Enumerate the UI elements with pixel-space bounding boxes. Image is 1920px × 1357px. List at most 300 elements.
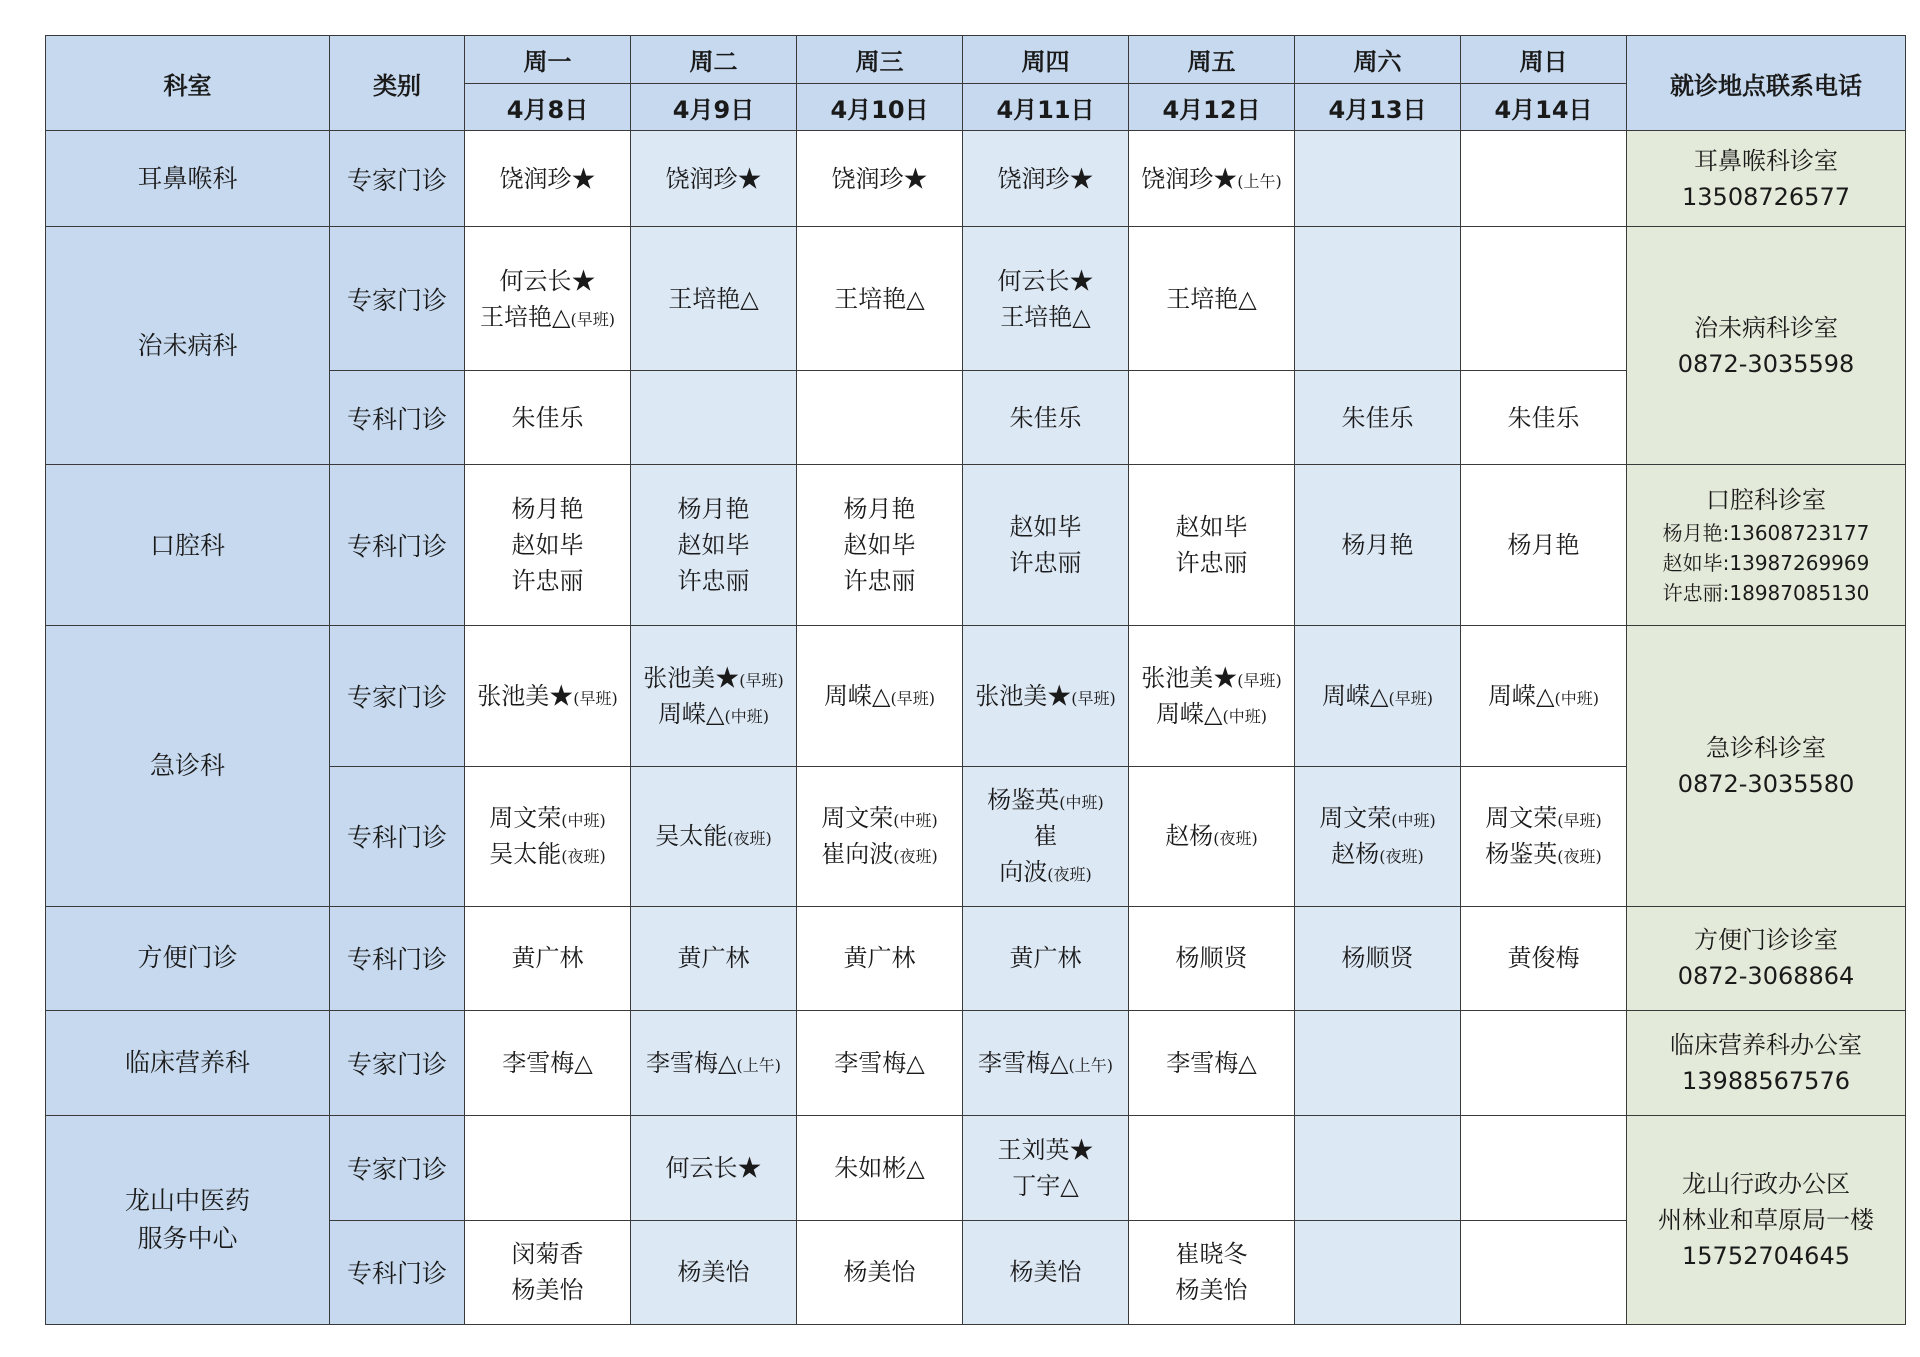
doctor-name: 朱如彬△	[834, 1153, 925, 1182]
contact-phone: 许忠丽:18987085130	[1662, 581, 1870, 606]
doctor-name: 杨美怡	[1009, 1258, 1082, 1287]
shift-note: (早班)	[1237, 670, 1282, 690]
shift-note: (中班)	[561, 811, 606, 831]
doctor-name: 杨顺贤	[1175, 944, 1248, 973]
doctor-entry	[965, 509, 1126, 545]
schedule-cell	[963, 1220, 1129, 1324]
schedule-cell	[1129, 1010, 1295, 1115]
doctor-name: 周文荣	[489, 804, 562, 833]
doctor-entry	[467, 800, 628, 836]
doctor-entry	[1131, 940, 1292, 976]
department-name: 龙山中医药	[124, 1186, 250, 1216]
department-name: 方便门诊	[137, 943, 238, 973]
schedule-cell	[465, 1010, 631, 1115]
department-cell	[46, 131, 330, 227]
department-name: 治未病科	[137, 330, 238, 360]
department-name: 急诊科	[149, 751, 225, 781]
doctor-entry	[1131, 509, 1292, 545]
weekday-header: 周六	[1295, 36, 1461, 84]
date-header: 4月14日	[1461, 84, 1627, 131]
contact-cell	[1627, 131, 1906, 227]
doctor-entry	[1297, 800, 1458, 836]
doctor-entry	[633, 161, 794, 197]
schedule-cell	[631, 626, 797, 766]
shift-note: (夜班)	[1379, 847, 1424, 867]
doctor-entry	[467, 1236, 628, 1272]
doctor-entry	[1131, 818, 1292, 854]
schedule-cell	[963, 131, 1129, 227]
schedule-cell	[797, 131, 963, 227]
department-cell	[46, 1115, 330, 1324]
schedule-cell	[797, 906, 963, 1010]
schedule-cell	[1295, 906, 1461, 1010]
doctor-entry	[1131, 545, 1292, 581]
doctor-entry	[1463, 678, 1624, 714]
doctor-name: 许忠丽	[511, 567, 584, 596]
contact-location: 急诊科诊室	[1706, 734, 1826, 762]
doctor-name: 吴太能	[655, 822, 728, 851]
schedule-cell	[631, 906, 797, 1010]
schedule-cell	[1129, 766, 1295, 906]
doctor-entry	[965, 161, 1126, 197]
doctor-entry	[1297, 678, 1458, 714]
doctor-name: 黄广林	[1009, 944, 1082, 973]
department-cell	[46, 906, 330, 1010]
doctor-entry	[965, 678, 1126, 714]
weekday-header: 周日	[1461, 36, 1627, 84]
contact-phone: 杨月艳:13608723177	[1662, 521, 1870, 546]
doctor-name: 杨鉴英	[1485, 840, 1558, 869]
weekday-header: 周一	[465, 36, 631, 84]
doctor-entry	[965, 1045, 1126, 1081]
contact-phone: 13988567576	[1682, 1066, 1850, 1095]
schedule-cell	[631, 371, 797, 465]
schedule-cell	[631, 227, 797, 371]
doctor-entry	[965, 400, 1126, 436]
schedule-cell	[1295, 131, 1461, 227]
doctor-name: 黄俊梅	[1507, 944, 1580, 973]
schedule-cell	[631, 1010, 797, 1115]
schedule-cell	[1295, 1220, 1461, 1324]
doctor-entry	[633, 563, 794, 599]
weekday-header: 周二	[631, 36, 797, 84]
doctor-name: 李雪梅△	[978, 1048, 1069, 1077]
doctor-entry	[1297, 400, 1458, 436]
doctor-name: 闵菊香	[511, 1240, 584, 1269]
schedule-cell	[1461, 1010, 1627, 1115]
date-header: 4月9日	[631, 84, 797, 131]
doctor-entry	[633, 940, 794, 976]
contact-cell	[1627, 626, 1906, 906]
doctor-name: 赵如毕	[1009, 513, 1082, 542]
schedule-cell	[631, 465, 797, 626]
contact-cell	[1627, 1010, 1906, 1115]
doctor-entry	[633, 491, 794, 527]
doctor-name: 杨美怡	[1175, 1276, 1248, 1305]
schedule-cell	[1129, 227, 1295, 371]
schedule-cell	[797, 1220, 963, 1324]
doctor-name: 何云长★	[997, 266, 1094, 295]
doctor-name: 张池美★	[643, 663, 740, 692]
contact-phone: 13508726577	[1682, 182, 1850, 211]
doctor-name: 朱佳乐	[1009, 403, 1082, 432]
shift-note: (中班)	[1059, 793, 1104, 813]
doctor-entry	[633, 1045, 794, 1081]
shift-note: (早班)	[1557, 811, 1602, 831]
doctor-entry	[965, 940, 1126, 976]
contact-phone: 0872-3035580	[1677, 770, 1855, 798]
schedule-cell	[797, 1010, 963, 1115]
doctor-entry	[799, 678, 960, 714]
doctor-name: 张池美★	[1141, 663, 1238, 692]
doctor-entry	[965, 1132, 1126, 1168]
category-cell: 专家门诊	[330, 1115, 465, 1220]
contact-cell	[1627, 906, 1906, 1010]
doctor-entry	[467, 1272, 628, 1308]
contact-location: 治未病科诊室	[1694, 313, 1838, 342]
schedule-cell	[797, 465, 963, 626]
doctor-entry	[965, 1254, 1126, 1290]
schedule-cell	[465, 1220, 631, 1324]
shift-note: (中班)	[893, 811, 938, 831]
doctor-entry	[467, 400, 628, 436]
schedule-cell	[797, 227, 963, 371]
table-header	[46, 36, 1906, 131]
category-cell: 专科门诊	[330, 1220, 465, 1324]
doctor-entry	[1463, 400, 1624, 436]
doctor-entry	[1463, 527, 1624, 563]
doctor-name: 周嵘△	[1322, 681, 1389, 710]
doctor-name: 杨顺贤	[1341, 944, 1414, 973]
contact-phone: 0872-3068864	[1677, 962, 1855, 991]
doctor-name: 何云长★	[499, 266, 596, 295]
doctor-name: 向波	[999, 858, 1048, 887]
doctor-entry	[965, 782, 1126, 818]
table-row	[46, 227, 1906, 371]
doctor-name: 赵如毕	[843, 531, 916, 560]
schedule-cell	[963, 906, 1129, 1010]
doctor-name: 朱佳乐	[511, 403, 584, 432]
schedule-cell	[465, 371, 631, 465]
schedule-cell	[1461, 626, 1627, 766]
doctor-name: 杨月艳	[677, 495, 750, 524]
table-body	[46, 131, 1906, 1325]
department-name: 临床营养科	[124, 1047, 250, 1077]
doctor-name: 朱佳乐	[1341, 403, 1414, 432]
contact-phone: 0872-3035598	[1677, 349, 1855, 378]
doctor-entry	[965, 854, 1126, 890]
doctor-name: 李雪梅△	[502, 1048, 593, 1077]
schedule-cell	[1129, 371, 1295, 465]
schedule-cell	[465, 227, 631, 371]
shift-note: (早班)	[573, 688, 618, 708]
schedule-cell	[963, 227, 1129, 371]
weekday-header: 周三	[797, 36, 963, 84]
schedule-cell	[797, 766, 963, 906]
shift-note: (早班)	[1071, 688, 1116, 708]
doctor-entry	[799, 281, 960, 317]
table-row	[46, 1115, 1906, 1220]
doctor-name: 饶润珍★	[665, 164, 762, 193]
doctor-entry	[467, 563, 628, 599]
schedule-cell	[465, 465, 631, 626]
table-row	[46, 626, 1906, 766]
doctor-entry	[633, 1254, 794, 1290]
doctor-name: 饶润珍★	[1141, 164, 1238, 193]
doctor-entry	[467, 836, 628, 872]
schedule-cell	[465, 1115, 631, 1220]
schedule-cell	[1461, 465, 1627, 626]
doctor-entry	[633, 527, 794, 563]
doctor-entry	[467, 491, 628, 527]
doctor-entry	[799, 491, 960, 527]
doctor-name: 饶润珍★	[831, 164, 928, 193]
department-cell	[46, 227, 330, 465]
date-header: 4月8日	[465, 84, 631, 131]
schedule-cell	[465, 766, 631, 906]
doctor-entry	[799, 1150, 960, 1186]
department-name: 口腔科	[149, 530, 225, 560]
doctor-name: 杨美怡	[677, 1258, 750, 1287]
doctor-entry	[799, 527, 960, 563]
shift-note: (夜班)	[1047, 865, 1092, 885]
doctor-entry	[1297, 836, 1458, 872]
category-cell: 专科门诊	[330, 465, 465, 626]
schedule-cell	[631, 766, 797, 906]
date-header: 4月13日	[1295, 84, 1461, 131]
department-name: 服务中心	[137, 1223, 238, 1253]
doctor-name: 王培艳△	[1166, 284, 1257, 313]
category-cell: 专科门诊	[330, 371, 465, 465]
doctor-name: 许忠丽	[843, 567, 916, 596]
doctor-name: 周嵘△	[1156, 699, 1223, 728]
category-column-header: 类别	[330, 36, 465, 131]
contact-location: 方便门诊诊室	[1694, 926, 1838, 955]
category-cell: 专家门诊	[330, 131, 465, 227]
contact-location: 临床营养科办公室	[1670, 1030, 1862, 1059]
schedule-cell	[797, 626, 963, 766]
shift-note: (早班)	[739, 670, 784, 690]
doctor-name: 王培艳△	[1000, 302, 1091, 331]
doctor-name: 赵如毕	[511, 531, 584, 560]
shift-note: (上午)	[1068, 1055, 1113, 1075]
schedule-cell	[1129, 1115, 1295, 1220]
schedule-cell	[1129, 626, 1295, 766]
department-cell	[46, 626, 330, 906]
shift-note: (夜班)	[727, 829, 772, 849]
doctor-entry	[965, 1168, 1126, 1204]
weekday-header: 周五	[1129, 36, 1295, 84]
department-name: 耳鼻喉科	[137, 163, 238, 193]
duty-schedule-table	[45, 35, 1906, 1325]
doctor-name: 王培艳△	[480, 302, 571, 331]
category-cell: 专科门诊	[330, 766, 465, 906]
doctor-entry	[965, 299, 1126, 335]
contact-cell	[1627, 227, 1906, 465]
dept-column-header: 科室	[46, 36, 330, 131]
doctor-entry	[1034, 822, 1058, 850]
doctor-entry	[1131, 660, 1292, 696]
doctor-name: 崔晓冬	[1175, 1240, 1248, 1269]
doctor-entry	[1131, 1236, 1292, 1272]
doctor-name: 王培艳△	[668, 284, 759, 313]
shift-note: (夜班)	[893, 847, 938, 867]
contact-location: 耳鼻喉科诊室	[1694, 146, 1838, 175]
doctor-entry	[1297, 527, 1458, 563]
doctor-entry	[633, 281, 794, 317]
schedule-cell	[1295, 371, 1461, 465]
doctor-entry	[965, 263, 1126, 299]
doctor-name: 许忠丽	[1009, 549, 1082, 578]
doctor-entry	[1131, 161, 1292, 197]
schedule-cell	[1461, 227, 1627, 371]
schedule-cell	[1129, 131, 1295, 227]
doctor-name: 赵杨	[1331, 840, 1380, 869]
contact-cell	[1627, 1115, 1906, 1324]
doctor-name: 黄广林	[843, 944, 916, 973]
doctor-name: 赵如毕	[677, 531, 750, 560]
doctor-name: 周文荣	[1485, 804, 1558, 833]
doctor-entry	[633, 660, 794, 696]
table-row	[46, 1010, 1906, 1115]
shift-note: (中班)	[724, 706, 769, 726]
doctor-name: 赵如毕	[1175, 513, 1248, 542]
contact-location: 口腔科诊室	[1706, 486, 1826, 515]
schedule-cell	[797, 371, 963, 465]
schedule-cell	[631, 1220, 797, 1324]
category-cell: 专家门诊	[330, 1010, 465, 1115]
schedule-cell	[1129, 1220, 1295, 1324]
doctor-name: 杨美怡	[511, 1276, 584, 1305]
doctor-entry	[467, 1045, 628, 1081]
shift-note: (夜班)	[1213, 829, 1258, 849]
contact-phone: 15752704645	[1682, 1241, 1850, 1270]
doctor-entry	[799, 940, 960, 976]
schedule-cell	[1295, 1115, 1461, 1220]
shift-note: (中班)	[1554, 688, 1599, 708]
schedule-cell	[963, 626, 1129, 766]
doctor-entry	[799, 800, 960, 836]
schedule-cell	[1461, 906, 1627, 1010]
doctor-name: 吴太能	[489, 840, 562, 869]
doctor-name: 许忠丽	[677, 567, 750, 596]
doctor-entry	[467, 161, 628, 197]
doctor-name: 杨鉴英	[987, 786, 1060, 815]
schedule-cell	[1461, 371, 1627, 465]
doctor-entry	[1131, 1045, 1292, 1081]
doctor-name: 朱佳乐	[1507, 403, 1580, 432]
shift-note: (中班)	[1222, 706, 1267, 726]
doctor-entry	[1131, 1272, 1292, 1308]
doctor-entry	[799, 161, 960, 197]
schedule-cell	[465, 131, 631, 227]
schedule-cell	[963, 1010, 1129, 1115]
shift-note: (中班)	[1391, 811, 1436, 831]
schedule-cell	[1129, 465, 1295, 626]
schedule-cell	[1461, 1115, 1627, 1220]
table-row	[46, 465, 1906, 626]
doctor-entry	[467, 299, 628, 335]
doctor-entry	[965, 545, 1126, 581]
doctor-name: 崔	[1033, 822, 1058, 851]
doctor-entry	[1463, 800, 1624, 836]
doctor-entry	[467, 263, 628, 299]
doctor-name: 杨月艳	[1341, 531, 1414, 560]
schedule-cell	[963, 766, 1129, 906]
doctor-entry	[1131, 281, 1292, 317]
date-header: 4月12日	[1129, 84, 1295, 131]
schedule-cell	[963, 465, 1129, 626]
doctor-name: 黄广林	[511, 944, 584, 973]
doctor-name: 杨月艳	[511, 495, 584, 524]
category-cell: 专家门诊	[330, 227, 465, 371]
schedule-cell	[963, 1115, 1129, 1220]
doctor-entry	[1131, 696, 1292, 732]
doctor-name: 黄广林	[677, 944, 750, 973]
doctor-name: 杨月艳	[1507, 531, 1580, 560]
doctor-name: 周文荣	[821, 804, 894, 833]
doctor-name: 崔向波	[821, 840, 894, 869]
doctor-entry	[799, 563, 960, 599]
schedule-cell	[631, 1115, 797, 1220]
schedule-cell	[465, 906, 631, 1010]
doctor-entry	[467, 678, 628, 714]
doctor-name: 周嵘△	[1488, 681, 1555, 710]
schedule-cell	[963, 371, 1129, 465]
doctor-entry	[1463, 836, 1624, 872]
schedule-cell	[1295, 465, 1461, 626]
shift-note: (早班)	[890, 688, 935, 708]
doctor-name: 李雪梅△	[1166, 1048, 1257, 1077]
shift-note: (上午)	[1237, 171, 1282, 191]
contact-phone: 赵如毕:13987269969	[1662, 551, 1870, 576]
contact-column-header: 就诊地点联系电话	[1627, 36, 1906, 131]
doctor-name: 杨美怡	[843, 1258, 916, 1287]
doctor-name: 饶润珍★	[499, 164, 596, 193]
shift-note: (早班)	[570, 309, 615, 329]
date-header: 4月11日	[963, 84, 1129, 131]
doctor-entry	[799, 836, 960, 872]
schedule-cell	[1129, 906, 1295, 1010]
schedule-cell	[1295, 227, 1461, 371]
date-header: 4月10日	[797, 84, 963, 131]
doctor-entry	[799, 1254, 960, 1290]
doctor-name: 许忠丽	[1175, 549, 1248, 578]
doctor-name: 王刘英★	[997, 1135, 1094, 1164]
doctor-name: 张池美★	[477, 681, 574, 710]
doctor-entry	[467, 527, 628, 563]
category-cell: 专科门诊	[330, 906, 465, 1010]
doctor-name: 李雪梅△	[646, 1048, 737, 1077]
doctor-entry	[1463, 940, 1624, 976]
schedule-cell	[797, 1115, 963, 1220]
doctor-entry	[633, 818, 794, 854]
doctor-name: 周嵘△	[824, 681, 891, 710]
weekday-header: 周四	[963, 36, 1129, 84]
doctor-name: 赵杨	[1165, 822, 1214, 851]
table-row	[46, 131, 1906, 227]
category-cell: 专家门诊	[330, 626, 465, 766]
doctor-name: 张池美★	[975, 681, 1072, 710]
doctor-name: 丁宇△	[1012, 1171, 1079, 1200]
doctor-name: 饶润珍★	[997, 164, 1094, 193]
doctor-entry	[633, 696, 794, 732]
doctor-name: 杨月艳	[843, 495, 916, 524]
table-row	[46, 906, 1906, 1010]
schedule-cell	[1295, 1010, 1461, 1115]
shift-note: (夜班)	[561, 847, 606, 867]
contact-phone: 州林业和草原局一楼	[1658, 1205, 1874, 1234]
